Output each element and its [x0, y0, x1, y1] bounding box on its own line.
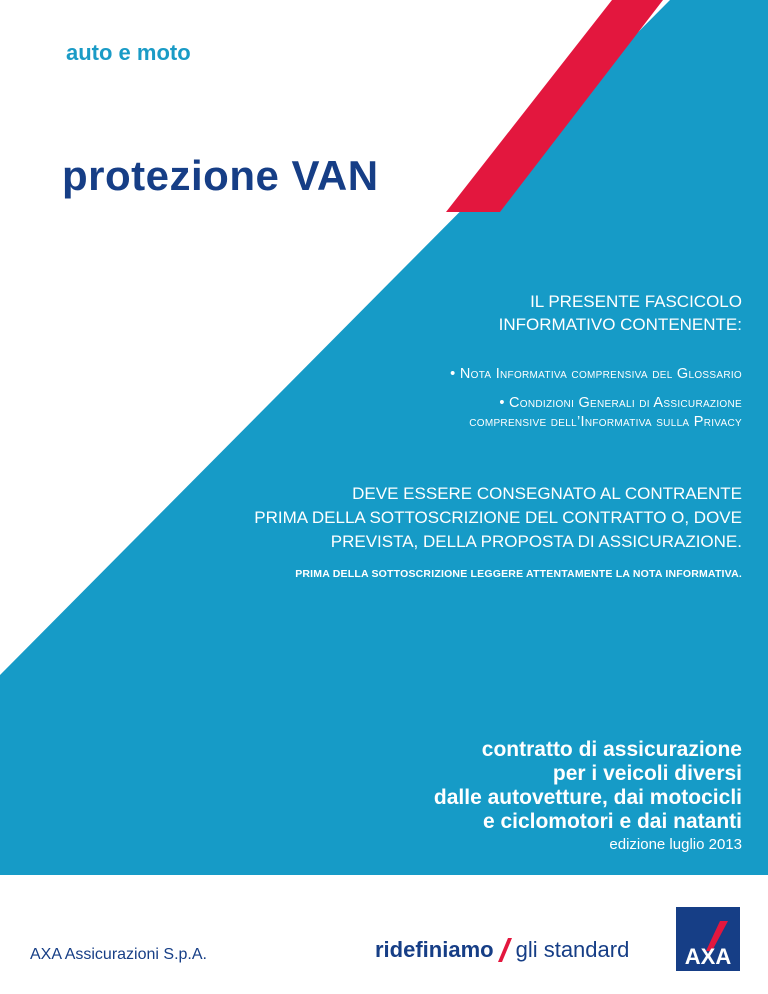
contract-line-4: e ciclomotori e dai natanti [482, 810, 742, 833]
bullet2-line-2: comprensive dell’Informativa sulla Privacy [469, 414, 742, 430]
bullet-condizioni-generali [469, 394, 742, 432]
slogan [375, 937, 629, 963]
slogan-rest: gli standard [515, 937, 630, 962]
bullet-nota-informativa: • Nota Informativa comprensiva del Glossario [450, 366, 742, 382]
heading-line-1: IL PRESENTE FASCICOLO [530, 292, 742, 311]
product-title: protezione VAN [62, 152, 379, 199]
category-label: auto e moto [66, 40, 191, 65]
contract-line-1: contratto di assicurazione [481, 738, 742, 761]
notice-line-2: PRIMA DELLA SOTTOSCRIZIONE DEL CONTRATTO O, DOVE [254, 508, 742, 527]
footer [0, 875, 768, 994]
notice-line-1: DEVE ESSERE CONSEGNATO AL CONTRAENTE [352, 484, 742, 503]
notice-line-3: PREVISTA, DELLA PROPOSTA DI ASSICURAZIONE. [330, 532, 742, 551]
contract-line-3: dalle autovetture, dai motocicli [433, 786, 742, 809]
slash-icon [498, 938, 512, 962]
slogan-strong: ridefiniamo [375, 937, 494, 962]
heading-line-2: INFORMATIVO CONTENENTE: [498, 315, 742, 334]
delivery-notice [254, 482, 742, 554]
reading-warning: PRIMA DELLA SOTTOSCRIZIONE LEGGERE ATTENTAMENTE LA NOTA INFORMATIVA. [295, 568, 742, 580]
contract-description [434, 738, 742, 834]
contract-line-2: per i veicoli diversi [552, 762, 742, 785]
company-name: AXA Assicurazioni S.p.A. [30, 946, 207, 963]
logo-text: AXA [684, 944, 732, 969]
contents-heading [499, 290, 742, 336]
bullet2-line-1: • Condizioni Generali di Assicurazione [499, 395, 742, 411]
edition-label: edizione luglio 2013 [609, 836, 742, 853]
axa-logo [676, 907, 740, 971]
